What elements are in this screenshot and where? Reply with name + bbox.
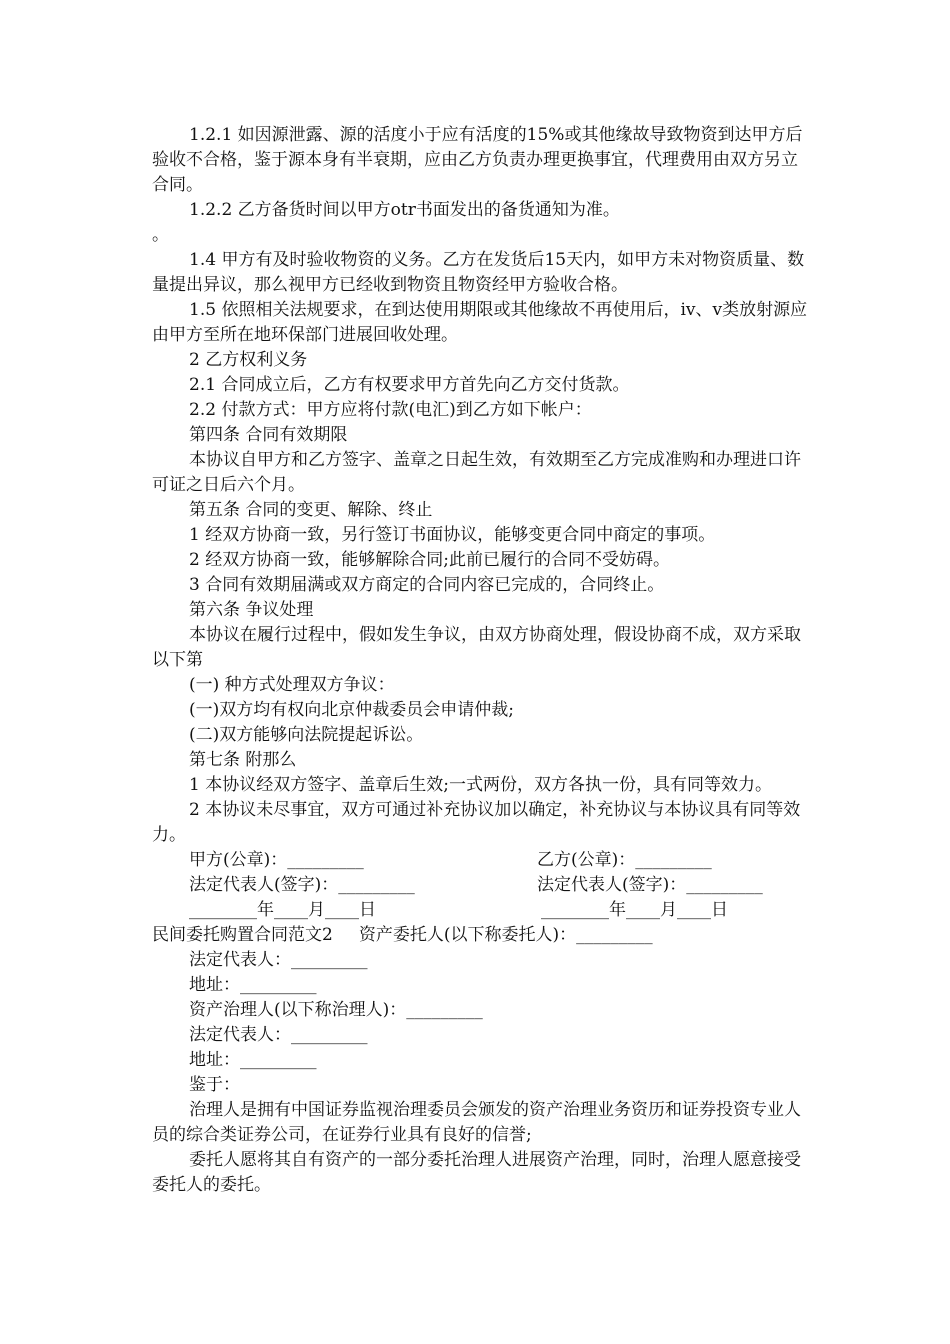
heading-article-7: 第七条 附那么 <box>189 750 297 770</box>
signature-row-seal <box>152 848 812 873</box>
party-a-seal: 甲方(公章)：_________ <box>189 850 364 870</box>
asset-manager-line: 资产治理人(以下称治理人)：_________ <box>189 1000 483 1020</box>
paragraph-2-2: 2.2 付款方式：甲方应将付款(电汇)到乙方如下帐户： <box>189 400 592 420</box>
manager-representative: 法定代表人：_________ <box>189 1025 368 1045</box>
heading-article-6: 第六条 争议处理 <box>189 600 314 620</box>
paragraph-1-2-1: 1.2.1 如因源泄露、源的活度小于应有活度的15%或其他缘故导致物资到达甲方后验收不合格，鉴于源本身有半衰期，应由乙方负责办理更换事宜，代理费用由双方另立合同。 <box>152 125 803 195</box>
heading-party-b-rights: 2 乙方权利义务 <box>189 350 308 370</box>
second-contract-header <box>152 923 812 948</box>
paragraph-2-1: 2.1 合同成立后，乙方有权要求甲方首先向乙方交付货款。 <box>189 375 630 395</box>
party-b-seal: 乙方(公章)：_________ <box>537 850 712 870</box>
client-representative: 法定代表人：_________ <box>189 950 368 970</box>
paragraph-validity: 本协议自甲方和乙方签字、盖章之日起生效，有效期至乙方完成准购和办理进口许可证之日后六个月。 <box>152 450 801 495</box>
signature-row-rep <box>152 873 812 898</box>
heading-article-4: 第四条 合同有效期限 <box>189 425 348 445</box>
manager-address: 地址：_________ <box>189 1050 317 1070</box>
paragraph-7-1: 1 本协议经双方签字、盖章后生效;一式两份，双方各执一份，具有同等效力。 <box>189 775 772 795</box>
party-b-date: ________年____月____日 <box>541 900 728 920</box>
paragraph-7-2: 2 本协议未尽事宜，双方可通过补充协议加以确定，补充协议与本协议具有同等效力。 <box>152 800 801 845</box>
heading-article-5: 第五条 合同的变更、解除、终止 <box>189 500 433 520</box>
party-a-date: ________年____月____日 <box>189 900 376 920</box>
party-b-representative: 法定代表人(签字)：_________ <box>537 875 763 895</box>
whereas-client: 委托人愿将其自有资产的一部分委托治理人进展资产治理，同时，治理人愿意接受委托人的委托。 <box>152 1150 801 1195</box>
paragraph-1-5: 1.5 依照相关法规要求，在到达使用期限或其他缘故不再使用后，iv、v类放射源应由甲方至所在地环保部门进展回收处理。 <box>152 300 808 345</box>
paragraph-litigation: (二)双方能够向法院提起诉讼。 <box>189 725 424 745</box>
paragraph-5-3: 3 合同有效期届满或双方商定的合同内容已完成的，合同终止。 <box>189 575 665 595</box>
signature-row-date <box>152 898 812 923</box>
paragraph-5-2: 2 经双方协商一致，能够解除合同;此前已履行的合同不受妨碍。 <box>189 550 670 570</box>
paragraph-arbitration: (一)双方均有权向北京仲裁委员会申请仲裁; <box>189 700 514 720</box>
client-address: 地址：_________ <box>189 975 317 995</box>
document-body <box>152 123 812 1198</box>
whereas-heading: 鉴于： <box>189 1075 240 1095</box>
paragraph-dispute-method: (一) 种方式处理双方争议： <box>189 675 395 695</box>
paragraph-5-1: 1 经双方协商一致，另行签订书面协议，能够变更合同中商定的事项。 <box>189 525 716 545</box>
party-a-representative: 法定代表人(签字)：_________ <box>189 875 415 895</box>
asset-client-line: 资产委托人(以下称委托人)：_________ <box>358 925 653 945</box>
paragraph-dispute: 本协议在履行过程中，假如发生争议，由双方协商处理，假设协商不成，双方采取以下第 <box>152 625 801 670</box>
paragraph-1-2-2: 1.2.2 乙方备货时间以甲方otr书面发出的备货通知为准。 <box>189 200 620 220</box>
paragraph-1-4: 1.4 甲方有及时验收物资的义务。乙方在发货后15天内，如甲方未对物资质量、数量提出异议，那么视甲方已经收到物资且物资经甲方验收合格。 <box>152 250 805 295</box>
whereas-manager: 治理人是拥有中国证券监视治理委员会颁发的资产治理业务资历和证券投资专业人员的综合类证券公司，在证券行业具有良好的信誉; <box>152 1100 801 1145</box>
stray-punctuation: 。 <box>152 225 169 245</box>
second-contract-title: 民间委托购置合同范文2 <box>152 925 333 945</box>
